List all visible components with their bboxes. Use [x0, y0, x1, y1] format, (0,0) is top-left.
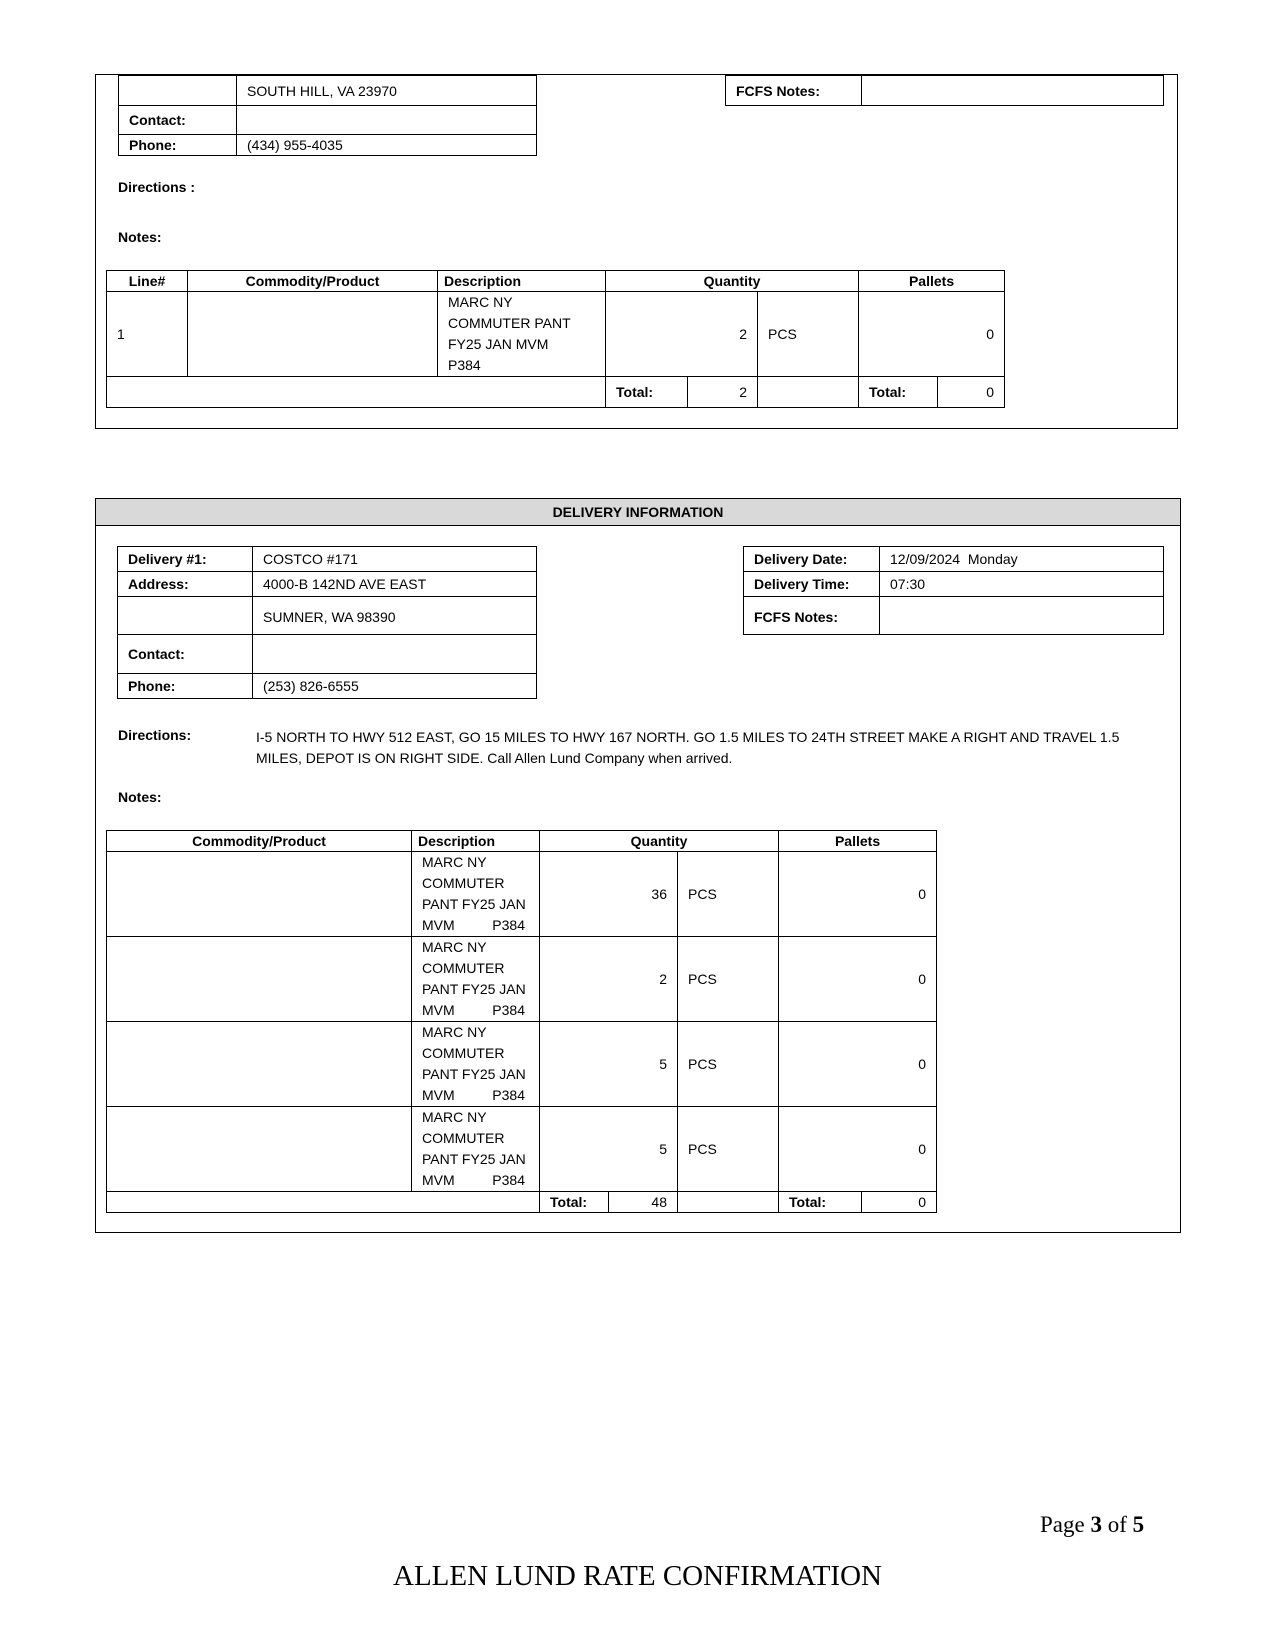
- item-description-line: PANT FY25 JAN: [422, 1151, 526, 1167]
- totals-spacer: [107, 1192, 540, 1213]
- pickup-address-table: [118, 75, 537, 156]
- table-row: [107, 1022, 937, 1107]
- item-description: [412, 852, 540, 937]
- pickup-notes-label: Notes:: [118, 229, 162, 245]
- delivery-directions-label: Directions:: [118, 727, 192, 743]
- qty-total-label: Total:: [540, 1192, 609, 1213]
- item-quantity: 5: [540, 1022, 678, 1107]
- delivery-directions-line: MILES, DEPOT IS ON RIGHT SIDE. Call Allen Lund Company when arrived.: [256, 750, 733, 766]
- item-description-line: MARC NY: [422, 939, 487, 955]
- delivery-section-title: DELIVERY INFORMATION: [96, 499, 1180, 526]
- pallets-total-label: Total:: [779, 1192, 862, 1213]
- item-pallets: 0: [779, 1022, 937, 1107]
- item-description: [412, 1107, 540, 1192]
- totals-row: [107, 377, 1005, 408]
- col-header-description: Description: [412, 831, 540, 852]
- pickup-phone-value: (434) 955-4035: [237, 135, 537, 156]
- item-description-token: P384: [492, 917, 525, 933]
- item-description-line: [422, 1170, 529, 1191]
- item-description-token: MVM: [422, 1087, 455, 1103]
- item-description-line: COMMUTER: [422, 875, 505, 891]
- item-description-line: P384: [448, 357, 481, 373]
- col-header-line: Line#: [107, 271, 188, 292]
- item-unit: PCS: [678, 1107, 779, 1192]
- col-header-quantity: Quantity: [540, 831, 779, 852]
- delivery-directions-text: [256, 727, 1119, 769]
- delivery-phone-label: Phone:: [118, 674, 253, 699]
- delivery-time-label: Delivery Time:: [744, 572, 880, 597]
- pickup-contact-value: [237, 106, 537, 135]
- page-number-total: 5: [1132, 1512, 1145, 1537]
- col-header-commodity: Commodity/Product: [188, 271, 438, 292]
- table-row: [107, 292, 1005, 377]
- item-description-line: COMMUTER PANT: [448, 315, 571, 331]
- item-description-line: COMMUTER: [422, 1130, 505, 1146]
- item-pallets: 0: [779, 852, 937, 937]
- item-line-number: 1: [107, 292, 188, 377]
- item-description-line: [422, 915, 529, 936]
- item-commodity: [107, 937, 412, 1022]
- item-description-line: COMMUTER: [422, 960, 505, 976]
- item-description-token: P384: [492, 1087, 525, 1103]
- item-commodity: [107, 852, 412, 937]
- delivery-time-value: 07:30: [880, 572, 1164, 597]
- delivery-items-table: [106, 830, 937, 1213]
- item-description: [412, 937, 540, 1022]
- totals-row: [107, 1192, 937, 1213]
- item-quantity: 2: [540, 937, 678, 1022]
- delivery-directions-line: I-5 NORTH TO HWY 512 EAST, GO 15 MILES TO HWY 167 NORTH. GO 1.5 MILES TO 24TH STREET MAKE A RIGHT AND TRAVEL 1.5: [256, 729, 1120, 745]
- qty-total-value: 48: [609, 1192, 678, 1213]
- col-header-pallets: Pallets: [859, 271, 1005, 292]
- item-description-line: [422, 1000, 529, 1021]
- item-commodity: [107, 1107, 412, 1192]
- delivery-date-value: 12/09/2024 Monday: [880, 547, 1164, 572]
- delivery-contact-label: Contact:: [118, 635, 253, 674]
- item-description-line: MARC NY: [422, 1024, 487, 1040]
- empty-label-cell: [118, 597, 253, 635]
- item-description: [438, 292, 606, 377]
- qty-total-value: 2: [688, 377, 758, 408]
- pickup-phone-label: Phone:: [119, 135, 237, 156]
- item-quantity: 5: [540, 1107, 678, 1192]
- page-number-prefix: Page: [1040, 1512, 1091, 1537]
- item-description-line: PANT FY25 JAN: [422, 981, 526, 997]
- item-pallets: 0: [779, 937, 937, 1022]
- delivery-address-label: Address:: [118, 572, 253, 597]
- delivery-address-line1: 4000-B 142ND AVE EAST: [253, 572, 537, 597]
- delivery-schedule-table: [743, 546, 1164, 635]
- pickup-city-state-zip: SOUTH HILL, VA 23970: [237, 76, 537, 106]
- pickup-items-table: [106, 270, 1005, 408]
- table-row: [107, 1107, 937, 1192]
- empty-label-cell: [119, 76, 237, 106]
- qty-total-spacer: [678, 1192, 779, 1213]
- delivery-contact-value: [253, 635, 537, 674]
- delivery-phone-value: (253) 826-6555: [253, 674, 537, 699]
- item-description: [412, 1022, 540, 1107]
- item-description-line: MARC NY: [422, 1109, 487, 1125]
- item-description-line: PANT FY25 JAN: [422, 1066, 526, 1082]
- item-unit: PCS: [678, 852, 779, 937]
- pallets-total-value: 0: [938, 377, 1005, 408]
- pickup-directions-label: Directions :: [118, 179, 196, 195]
- table-row: [107, 937, 937, 1022]
- item-description-line: [422, 1085, 529, 1106]
- delivery-fcfs-value: [880, 597, 1164, 635]
- page-number-of: of: [1101, 1512, 1133, 1537]
- item-description-line: MARC NY: [448, 294, 513, 310]
- pickup-fcfs-table: [725, 75, 1164, 106]
- delivery-fcfs-label: FCFS Notes:: [744, 597, 880, 635]
- item-pallets: 0: [779, 1107, 937, 1192]
- document-title: ALLEN LUND RATE CONFIRMATION: [393, 1560, 882, 1592]
- item-commodity: [188, 292, 438, 377]
- totals-spacer: [107, 377, 606, 408]
- item-description-line: MARC NY: [422, 854, 487, 870]
- col-header-commodity: Commodity/Product: [107, 831, 412, 852]
- delivery-notes-label: Notes:: [118, 789, 162, 805]
- item-description-token: MVM: [422, 1172, 455, 1188]
- item-description-line: COMMUTER: [422, 1045, 505, 1061]
- item-description-line: FY25 JAN MVM: [448, 336, 549, 352]
- qty-total-spacer: [758, 377, 859, 408]
- item-description-token: MVM: [422, 917, 455, 933]
- col-header-pallets: Pallets: [779, 831, 937, 852]
- qty-total-label: Total:: [606, 377, 688, 408]
- col-header-description: Description: [438, 271, 606, 292]
- item-description-line: PANT FY25 JAN: [422, 896, 526, 912]
- item-commodity: [107, 1022, 412, 1107]
- pallets-total-value: 0: [862, 1192, 937, 1213]
- delivery-address-line2: SUMNER, WA 98390: [253, 597, 537, 635]
- item-description-token: P384: [492, 1002, 525, 1018]
- delivery-address-table: [117, 546, 537, 699]
- item-unit: PCS: [678, 937, 779, 1022]
- pickup-fcfs-label: FCFS Notes:: [726, 76, 862, 106]
- item-pallets: 0: [859, 292, 1005, 377]
- col-header-quantity: Quantity: [606, 271, 859, 292]
- item-unit: PCS: [758, 292, 859, 377]
- item-description-token: P384: [492, 1172, 525, 1188]
- table-row: [107, 852, 937, 937]
- item-quantity: 2: [606, 292, 758, 377]
- pickup-fcfs-value: [862, 76, 1164, 106]
- item-quantity: 36: [540, 852, 678, 937]
- page-number: [1040, 1512, 1144, 1538]
- item-unit: PCS: [678, 1022, 779, 1107]
- pallets-total-label: Total:: [859, 377, 938, 408]
- item-description-token: MVM: [422, 1002, 455, 1018]
- delivery-number-label: Delivery #1:: [118, 547, 253, 572]
- page-number-current: 3: [1090, 1512, 1102, 1537]
- pickup-contact-label: Contact:: [119, 106, 237, 135]
- delivery-number-value: COSTCO #171: [253, 547, 537, 572]
- delivery-date-label: Delivery Date:: [744, 547, 880, 572]
